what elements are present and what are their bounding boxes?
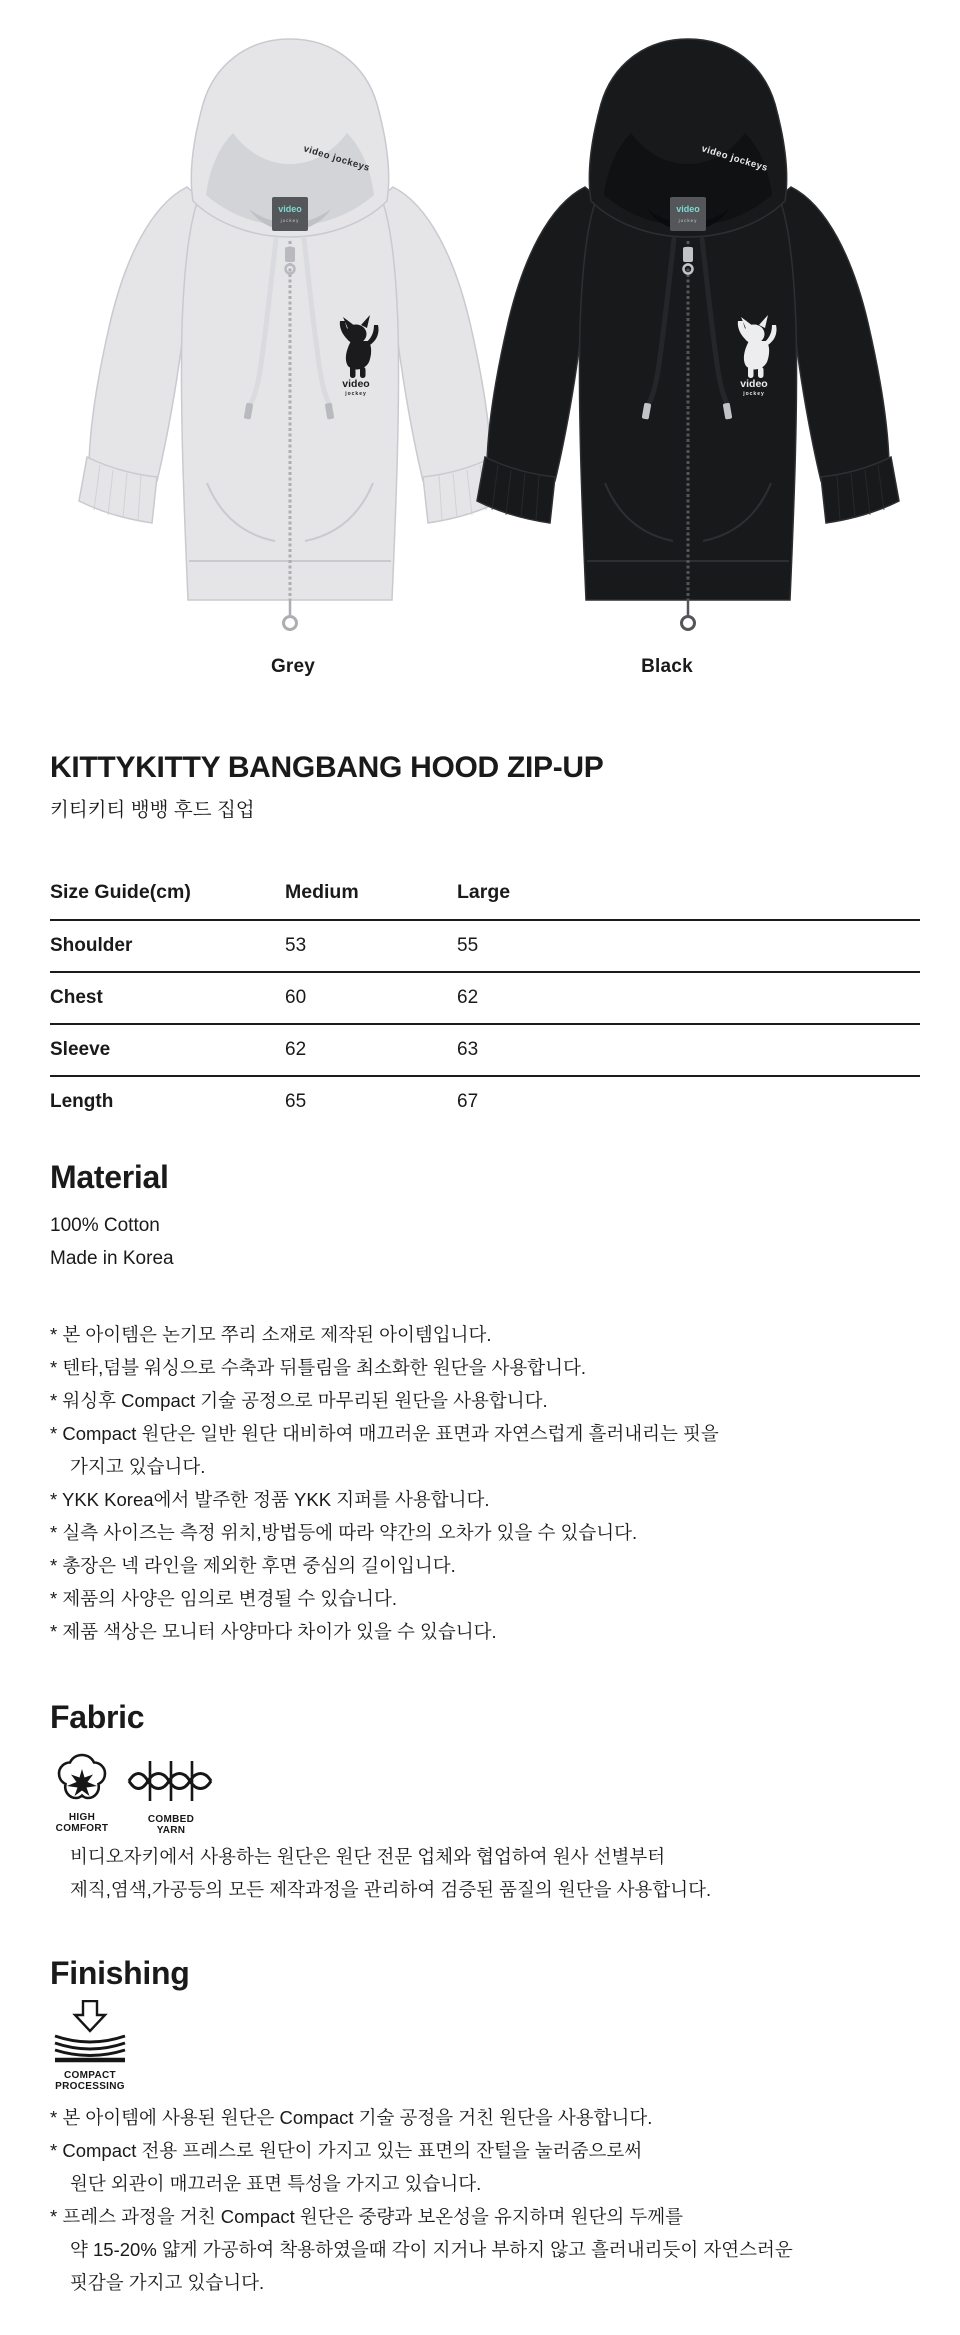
size-medium-header: Medium bbox=[285, 881, 359, 903]
fabric-heading: Fabric bbox=[50, 1699, 145, 1735]
compact-processing-icon bbox=[52, 2000, 128, 2064]
fabric-badge-cotton: HIGH COMFORT bbox=[48, 1752, 116, 1834]
size-guide-header: Size Guide(cm) bbox=[50, 881, 191, 903]
finishing-notes: * 본 아이템에 사용된 원단은 Compact 기술 공정을 거친 원단을 사용합니다. * Compact 전용 프레스로 원단이 가지고 있는 표면의 잔털을 눌러줌으로써 원단 외관이 매끄러운 표면 특성을 가지고 있습니다. * 프레스 과정을 거친 Compact 원단은 중량과 보온성을 유지하며 원단의 두께를 약 15-20% 얇게 가공하여 착용하였을때 각이 지거나 부하지 않고 흘러내리듯이 자연스러운 핏감을 가지고 있습니다. bbox=[50, 2107, 793, 2293]
size-large-header: Large bbox=[457, 881, 511, 903]
material-info: 100% Cotton Made in Korea bbox=[50, 1215, 174, 1269]
finishing-heading: Finishing bbox=[50, 1955, 190, 1991]
material-notes: * 본 아이템은 논기모 쭈리 소재로 제작된 아이템입니다. * 텐타,덤블 워싱으로 수축과 뒤틀림을 최소화한 원단을 사용합니다. * 워싱후 Compact 기술 공정으로 마무리된 원단을 사용합니다. * Compact 원단은 일반 원단 대비하여 매끄러운 표면과 자연스럽게 흘러내리는 핏을 가지고 있습니다. * YKK Korea에서 발주한 정품 YKK 지퍼를 사용합니다. * 실측 사이즈는 측정 위치,방법등에 따라 약간의 오차가 있을 수 있습니다. * 총장은 넥 라인을 제외한 후면 중심의 길이입니다. * 제품의 사양은 임의로 변경될 수 있습니다. * 제품 색상은 모니터 사양마다 차이가 있을 수 있습니다. bbox=[50, 1324, 719, 1642]
product-photos bbox=[0, 0, 960, 650]
combed-yarn-icon bbox=[127, 1760, 215, 1802]
black-hoodie-image bbox=[442, 5, 934, 645]
material-heading: Material bbox=[50, 1159, 169, 1195]
finishing-badge-compact: COMPACT PROCESSING bbox=[50, 2000, 130, 2092]
cotton-icon bbox=[54, 1752, 110, 1804]
table-row: Sleeve 62 63 bbox=[50, 1023, 920, 1075]
fabric-badge-combed-yarn: COMBED YARN bbox=[122, 1752, 220, 1836]
table-row: Chest 60 62 bbox=[50, 971, 920, 1023]
product-title: KITTYKITTY BANGBANG HOOD ZIP-UP bbox=[50, 751, 604, 784]
colorway-label-grey: Grey bbox=[270, 656, 316, 677]
size-guide-table bbox=[50, 876, 920, 1127]
colorway-label-black: Black bbox=[641, 656, 693, 677]
table-row: Shoulder 53 55 bbox=[50, 919, 920, 971]
table-row: Length 65 67 bbox=[50, 1075, 920, 1127]
product-subtitle-korean: 키티키티 뱅뱅 후드 집업 bbox=[50, 799, 255, 821]
fabric-description: 비디오자키에서 사용하는 원단은 원단 전문 업체와 협업하여 원사 선별부터 제직,염색,가공등의 모든 제작과정을 관리하여 검증된 품질의 원단을 사용합니다. bbox=[70, 1846, 712, 1900]
size-guide-header-row bbox=[50, 876, 920, 919]
